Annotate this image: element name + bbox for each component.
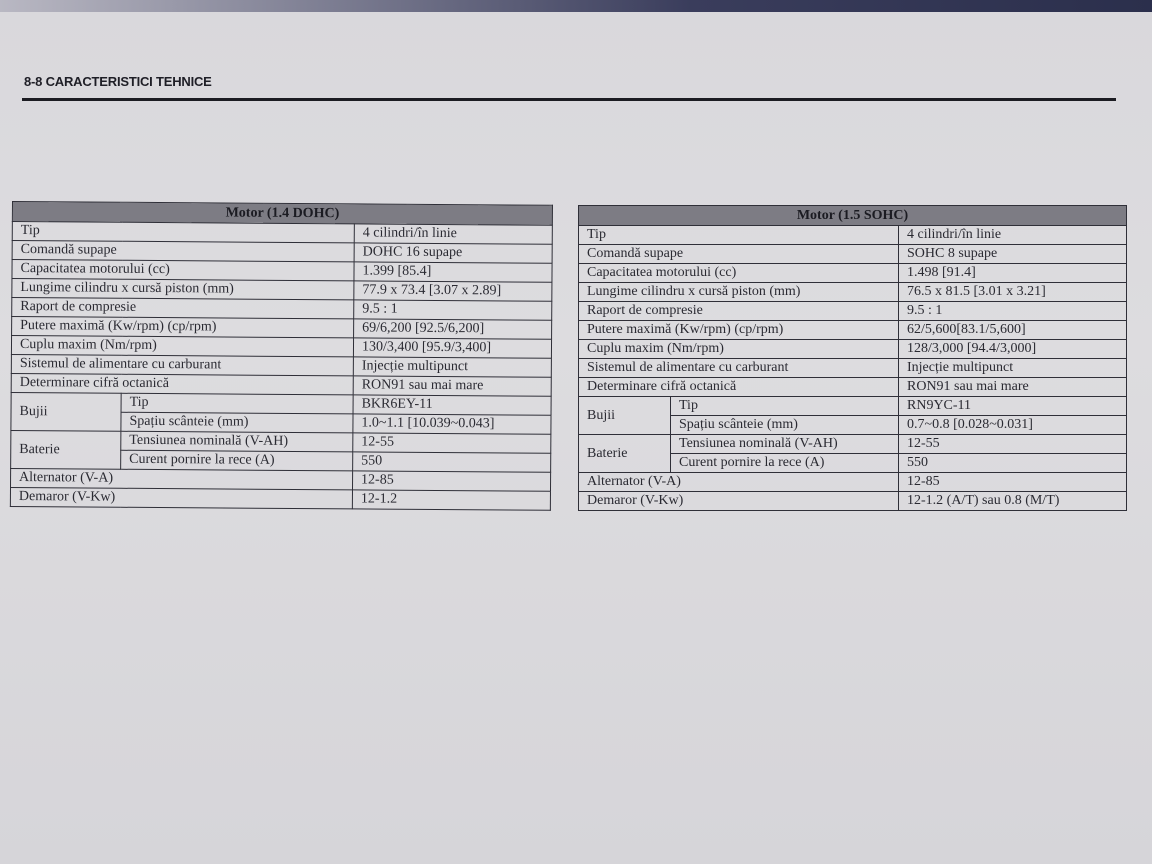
row-label: Capacitatea motorului (cc) <box>579 264 899 283</box>
table-row <box>10 487 550 510</box>
table-row <box>579 302 1127 321</box>
row-label: Lungime cilindru x cursă piston (mm) <box>579 283 899 302</box>
row-value: 4 cilindri/în linie <box>354 224 552 244</box>
table-row <box>11 430 551 453</box>
page-header: 8-8 CARACTERISTICI TEHNICE <box>24 74 212 89</box>
page-top-shadow <box>0 0 1152 12</box>
group-label: Bujii <box>11 392 121 431</box>
row-value: Injecție multipunct <box>899 359 1127 378</box>
row-label: Cuplu maxim (Nm/rpm) <box>579 340 899 359</box>
sub-label: Tip <box>121 393 353 414</box>
table-title: Motor (1.4 DOHC) <box>12 202 552 226</box>
row-label: Raport de compresie <box>12 298 354 319</box>
row-value: 0.7~0.8 [0.028~0.031] <box>899 416 1127 435</box>
row-value: 12-85 <box>899 473 1127 492</box>
row-value: 128/3,000 [94.4/3,000] <box>899 340 1127 359</box>
row-value: 550 <box>899 454 1127 473</box>
spec-table-1.4-dohc <box>10 201 553 511</box>
row-label: Comandă supape <box>12 241 354 262</box>
row-value: RON91 sau mai mare <box>899 378 1127 397</box>
group-label: Bujii <box>579 397 671 435</box>
row-value: 12-85 <box>352 471 550 491</box>
table-row <box>579 340 1127 359</box>
row-label: Putere maximă (Kw/rpm) (cp/rpm) <box>12 317 354 338</box>
row-value: 12-55 <box>353 433 551 453</box>
row-value: 130/3,400 [95.9/3,400] <box>353 338 551 358</box>
row-value: RN9YC-11 <box>899 397 1127 416</box>
row-value: SOHC 8 supape <box>899 245 1127 264</box>
row-label: Lungime cilindru x cursă piston (mm) <box>12 279 354 300</box>
table-row <box>579 473 1127 492</box>
table-title: Motor (1.5 SOHC) <box>579 206 1127 226</box>
row-value: 1.399 [85.4] <box>354 262 552 282</box>
row-label: Sistemul de alimentare cu carburant <box>11 354 353 375</box>
group-label: Baterie <box>579 435 671 473</box>
row-value: 76.5 x 81.5 [3.01 x 3.21] <box>899 283 1127 302</box>
row-value: 9.5 : 1 <box>899 302 1127 321</box>
table-row <box>11 392 551 415</box>
row-value: 12-55 <box>899 435 1127 454</box>
row-value: 77.9 x 73.4 [3.07 x 2.89] <box>354 281 552 301</box>
table-title-row <box>579 206 1127 226</box>
row-label: Demaror (V-Kw) <box>579 492 899 511</box>
spec-table-1.5-sohc <box>578 205 1127 511</box>
row-label: Determinare cifră octanică <box>579 378 899 397</box>
group-label: Baterie <box>11 430 121 469</box>
row-label: Comandă supape <box>579 245 899 264</box>
row-value: 12-1.2 (A/T) sau 0.8 (M/T) <box>899 492 1127 511</box>
row-label: Demaror (V-Kw) <box>10 487 352 508</box>
table-row <box>579 226 1127 245</box>
row-label: Alternator (V-A) <box>10 468 352 489</box>
sub-label: Curent pornire la rece (A) <box>121 450 353 471</box>
row-value: Injecție multipunct <box>353 357 551 377</box>
row-label: Alternator (V-A) <box>579 473 899 492</box>
row-label: Sistemul de alimentare cu carburant <box>579 359 899 378</box>
table-row <box>579 397 1127 416</box>
row-value: 4 cilindri/în linie <box>899 226 1127 245</box>
row-value: DOHC 16 supape <box>354 243 552 263</box>
row-label: Determinare cifră octanică <box>11 373 353 394</box>
row-value: 1.0~1.1 [10.039~0.043] <box>353 414 551 434</box>
table-row <box>579 435 1127 454</box>
row-value: 1.498 [91.4] <box>899 264 1127 283</box>
table-row <box>579 283 1127 302</box>
row-value: 69/6,200 [92.5/6,200] <box>354 319 552 339</box>
row-value: 12-1.2 <box>352 490 550 510</box>
table-row <box>579 245 1127 264</box>
row-value: 9.5 : 1 <box>354 300 552 320</box>
row-label: Putere maximă (Kw/rpm) (cp/rpm) <box>579 321 899 340</box>
row-label: Raport de compresie <box>579 302 899 321</box>
sub-label: Curent pornire la rece (A) <box>671 454 899 473</box>
row-value: BKR6EY-11 <box>353 395 551 415</box>
sub-label: Spațiu scânteie (mm) <box>121 412 353 433</box>
sub-label: Spațiu scânteie (mm) <box>671 416 899 435</box>
header-rule <box>22 98 1116 101</box>
table-row <box>579 264 1127 283</box>
row-value: 550 <box>353 452 551 472</box>
sub-label: Tip <box>671 397 899 416</box>
sub-label: Tensiunea nominală (V-AH) <box>121 431 353 452</box>
table-row <box>579 492 1127 511</box>
row-value: 62/5,600[83.1/5,600] <box>899 321 1127 340</box>
sub-label: Tensiunea nominală (V-AH) <box>671 435 899 454</box>
row-label: Tip <box>579 226 899 245</box>
row-label: Tip <box>12 222 354 243</box>
row-value: RON91 sau mai mare <box>353 376 551 396</box>
row-label: Capacitatea motorului (cc) <box>12 260 354 281</box>
table-row <box>579 321 1127 340</box>
table-row <box>579 378 1127 397</box>
row-label: Cuplu maxim (Nm/rpm) <box>11 336 353 357</box>
table-row <box>579 359 1127 378</box>
